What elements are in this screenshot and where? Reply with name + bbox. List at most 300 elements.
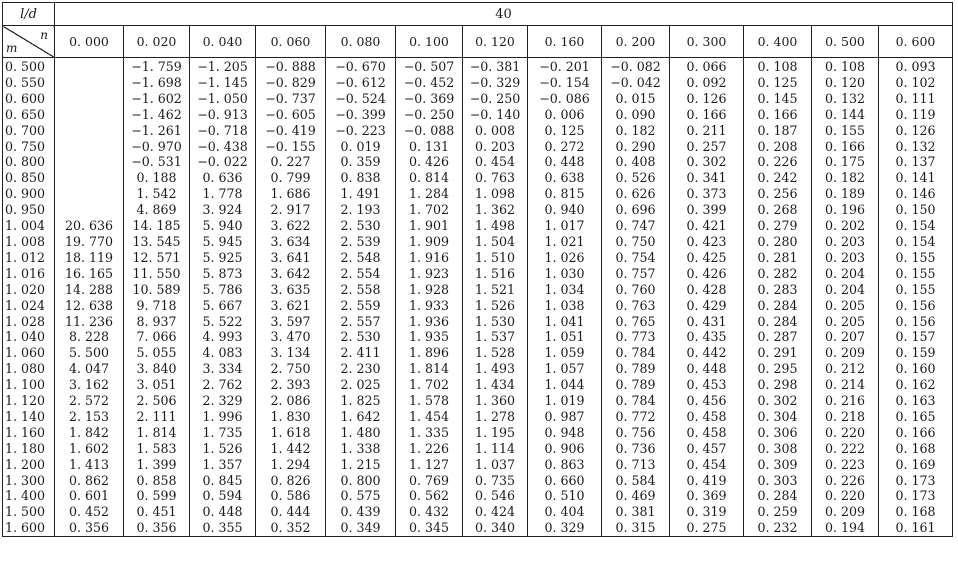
table-cell: 0. 166 xyxy=(670,107,744,123)
table-cell: 0. 204 xyxy=(812,266,879,282)
table-cell: 1. 842 xyxy=(55,425,124,441)
table-cell: 1. 278 xyxy=(463,409,528,425)
table-cell: 0. 281 xyxy=(744,250,812,266)
table-cell: 3. 622 xyxy=(256,218,326,234)
table-cell: 0. 784 xyxy=(602,345,670,361)
n-header-cell: 0. 000 xyxy=(55,26,124,58)
table-cell: 2. 530 xyxy=(326,218,396,234)
table-row xyxy=(3,123,953,139)
table-cell: 0. 309 xyxy=(744,457,812,473)
table-cell: 1. 923 xyxy=(396,266,463,282)
table-cell: 2. 762 xyxy=(190,377,256,393)
table-cell: 0. 306 xyxy=(744,425,812,441)
table-cell: 0. 120 xyxy=(812,75,879,91)
table-cell: 0. 452 xyxy=(55,504,124,520)
table-cell: 1. 493 xyxy=(463,361,528,377)
table-cell: 0. 272 xyxy=(528,139,602,155)
table-cell: −0. 718 xyxy=(190,123,256,139)
table-cell: 4. 083 xyxy=(190,345,256,361)
table-cell: −0. 250 xyxy=(463,91,528,107)
table-cell: 0. 242 xyxy=(744,170,812,186)
table-cell: 19. 770 xyxy=(55,234,124,250)
table-cell: 0. 584 xyxy=(602,473,670,489)
table-cell: 0. 155 xyxy=(879,266,953,282)
table-cell: 1. 510 xyxy=(463,250,528,266)
table-cell: 0. 090 xyxy=(602,107,670,123)
table-row xyxy=(3,139,953,155)
table-cell: −0. 888 xyxy=(256,58,326,75)
table-cell: 1. 537 xyxy=(463,329,528,345)
table-cell: 0. 161 xyxy=(879,520,953,536)
table-cell: 0. 220 xyxy=(812,488,879,504)
table-cell: 0. 756 xyxy=(602,425,670,441)
table-cell: 0. 291 xyxy=(744,345,812,361)
table-cell: 0. 765 xyxy=(602,314,670,330)
n-header-cell: 0. 500 xyxy=(812,26,879,58)
table-cell: 12. 638 xyxy=(55,298,124,314)
table-cell: 0. 815 xyxy=(528,186,602,202)
table-cell: 2. 086 xyxy=(256,393,326,409)
table-cell: 1. 602 xyxy=(55,441,124,457)
table-cell: −0. 369 xyxy=(396,91,463,107)
table-cell: −1. 145 xyxy=(190,75,256,91)
n-header-cell: 0. 200 xyxy=(602,26,670,58)
table-row xyxy=(3,314,953,330)
table-cell: 1. 195 xyxy=(463,425,528,441)
table-cell: 0. 182 xyxy=(812,170,879,186)
table-cell: 0. 713 xyxy=(602,457,670,473)
table-cell: 11. 550 xyxy=(124,266,190,282)
table-cell: 0. 763 xyxy=(602,298,670,314)
table-cell: 0. 259 xyxy=(744,504,812,520)
table-cell: 4. 993 xyxy=(190,329,256,345)
table-row xyxy=(3,393,953,409)
table-cell: 0. 454 xyxy=(463,154,528,170)
table-cell: 0. 141 xyxy=(879,170,953,186)
table-cell: 1. 454 xyxy=(396,409,463,425)
table-cell: 0. 150 xyxy=(879,202,953,218)
table-cell: 0. 146 xyxy=(879,186,953,202)
table-cell: 0. 439 xyxy=(326,504,396,520)
table-row xyxy=(3,282,953,298)
m-value-cell: 1. 400 xyxy=(3,488,55,504)
table-cell xyxy=(55,91,124,107)
table-cell: 0. 194 xyxy=(812,520,879,536)
table-cell: 1. 578 xyxy=(396,393,463,409)
table-row xyxy=(3,58,953,75)
table-cell: 5. 055 xyxy=(124,345,190,361)
table-cell: 0. 458 xyxy=(670,409,744,425)
m-value-cell: 1. 120 xyxy=(3,393,55,409)
m-value-cell: 1. 020 xyxy=(3,282,55,298)
table-cell xyxy=(55,107,124,123)
table-cell: 1. 916 xyxy=(396,250,463,266)
table-cell: 0. 426 xyxy=(396,154,463,170)
table-cell: −0. 082 xyxy=(602,58,670,75)
table-cell: 0. 156 xyxy=(879,314,953,330)
table-cell: −0. 605 xyxy=(256,107,326,123)
table-cell: 0. 132 xyxy=(879,139,953,155)
table-cell: 5. 786 xyxy=(190,282,256,298)
table-cell: 0. 421 xyxy=(670,218,744,234)
table-cell: 0. 093 xyxy=(879,58,953,75)
table-cell: 1. 335 xyxy=(396,425,463,441)
table-cell: 0. 442 xyxy=(670,345,744,361)
table-cell: 1. 521 xyxy=(463,282,528,298)
table-cell: −0. 452 xyxy=(396,75,463,91)
table-cell: 0. 444 xyxy=(256,504,326,520)
table-cell: −0. 524 xyxy=(326,91,396,107)
table-cell: 1. 825 xyxy=(326,393,396,409)
table-cell: 0. 345 xyxy=(396,520,463,536)
table-cell: 0. 599 xyxy=(124,488,190,504)
header-row-n-values xyxy=(3,26,953,58)
table-cell: 0. 757 xyxy=(602,266,670,282)
table-cell: 0. 066 xyxy=(670,58,744,75)
m-value-cell: 1. 600 xyxy=(3,520,55,536)
table-cell: 1. 051 xyxy=(528,329,602,345)
table-cell: −0. 154 xyxy=(528,75,602,91)
table-cell xyxy=(55,170,124,186)
table-cell: 2. 750 xyxy=(256,361,326,377)
table-cell: 1. 542 xyxy=(124,186,190,202)
table-cell: 0. 381 xyxy=(602,504,670,520)
table-cell: 0. 435 xyxy=(670,329,744,345)
table-cell: 0. 419 xyxy=(670,473,744,489)
table-cell: 5. 940 xyxy=(190,218,256,234)
table-cell: 5. 667 xyxy=(190,298,256,314)
table-cell: 0. 125 xyxy=(528,123,602,139)
table-cell: 0. 155 xyxy=(879,250,953,266)
table-cell: 8. 937 xyxy=(124,314,190,330)
table-cell: 1. 362 xyxy=(463,202,528,218)
table-cell: 1. 037 xyxy=(463,457,528,473)
table-cell: 0. 814 xyxy=(396,170,463,186)
table-cell: 0. 457 xyxy=(670,441,744,457)
table-cell: 0. 283 xyxy=(744,282,812,298)
table-cell: 0. 862 xyxy=(55,473,124,489)
table-cell: 0. 102 xyxy=(879,75,953,91)
table-cell: 20. 636 xyxy=(55,218,124,234)
table-cell: 1. 516 xyxy=(463,266,528,282)
table-cell: 1. 830 xyxy=(256,409,326,425)
table-cell: 1. 935 xyxy=(396,329,463,345)
m-value-cell: 0. 750 xyxy=(3,139,55,155)
table-row xyxy=(3,186,953,202)
table-cell: 0. 203 xyxy=(812,250,879,266)
table-cell: 1. 491 xyxy=(326,186,396,202)
m-value-cell: 0. 900 xyxy=(3,186,55,202)
table-row xyxy=(3,488,953,504)
m-value-cell: 1. 080 xyxy=(3,361,55,377)
table-row xyxy=(3,345,953,361)
table-cell: 1. 686 xyxy=(256,186,326,202)
table-cell: 0. 772 xyxy=(602,409,670,425)
table-cell: 2. 111 xyxy=(124,409,190,425)
table-cell: 0. 108 xyxy=(744,58,812,75)
table-cell: 0. 948 xyxy=(528,425,602,441)
table-cell: 0. 182 xyxy=(602,123,670,139)
table-cell: 0. 356 xyxy=(55,520,124,536)
table-cell: 2. 572 xyxy=(55,393,124,409)
table-cell: 0. 736 xyxy=(602,441,670,457)
n-header-cell: 0. 040 xyxy=(190,26,256,58)
table-cell: 2. 548 xyxy=(326,250,396,266)
table-cell: 0. 424 xyxy=(463,504,528,520)
table-cell: 0. 268 xyxy=(744,202,812,218)
table-cell: 0. 019 xyxy=(326,139,396,155)
table-cell: −0. 419 xyxy=(256,123,326,139)
table-cell: 3. 162 xyxy=(55,377,124,393)
table-cell: 0. 303 xyxy=(744,473,812,489)
table-cell: 0. 858 xyxy=(124,473,190,489)
table-body xyxy=(3,58,953,537)
table-cell: 16. 165 xyxy=(55,266,124,282)
table-cell: 0. 163 xyxy=(879,393,953,409)
table-cell: 1. 127 xyxy=(396,457,463,473)
m-value-cell: 1. 012 xyxy=(3,250,55,266)
table-cell: 1. 030 xyxy=(528,266,602,282)
table-cell: 1. 778 xyxy=(190,186,256,202)
table-cell: 3. 840 xyxy=(124,361,190,377)
table-cell: 3. 134 xyxy=(256,345,326,361)
table-cell: 0. 284 xyxy=(744,298,812,314)
table-cell: −0. 155 xyxy=(256,139,326,155)
table-cell: 1. 530 xyxy=(463,314,528,330)
table-cell: 0. 209 xyxy=(812,504,879,520)
table-cell: 0. 204 xyxy=(812,282,879,298)
table-cell: 0. 510 xyxy=(528,488,602,504)
table-cell: 0. 154 xyxy=(879,234,953,250)
table-cell xyxy=(55,123,124,139)
table-cell: 1. 338 xyxy=(326,441,396,457)
table-cell: 0. 404 xyxy=(528,504,602,520)
table-cell: 0. 308 xyxy=(744,441,812,457)
table-cell: 1. 057 xyxy=(528,361,602,377)
n-header-cell: 0. 100 xyxy=(396,26,463,58)
table-cell: 0. 092 xyxy=(670,75,744,91)
table-cell: 0. 211 xyxy=(670,123,744,139)
table-cell: 0. 784 xyxy=(602,393,670,409)
table-cell: 1. 399 xyxy=(124,457,190,473)
table-row xyxy=(3,504,953,520)
table-cell: 3. 635 xyxy=(256,282,326,298)
m-value-cell: 1. 160 xyxy=(3,425,55,441)
n-header-cell: 0. 400 xyxy=(744,26,812,58)
table-cell: −0. 531 xyxy=(124,154,190,170)
table-cell: 0. 279 xyxy=(744,218,812,234)
table-cell: 2. 559 xyxy=(326,298,396,314)
table-cell: 0. 426 xyxy=(670,266,744,282)
table-cell: 0. 165 xyxy=(879,409,953,425)
table-cell: 3. 924 xyxy=(190,202,256,218)
table-cell: 0. 838 xyxy=(326,170,396,186)
table-cell: 1. 526 xyxy=(463,298,528,314)
table-cell: 0. 369 xyxy=(670,488,744,504)
table-cell: 0. 526 xyxy=(602,170,670,186)
table-cell: 0. 173 xyxy=(879,488,953,504)
table-cell: 1. 114 xyxy=(463,441,528,457)
table-cell: 0. 987 xyxy=(528,409,602,425)
table-cell: 3. 641 xyxy=(256,250,326,266)
table-cell: 1. 226 xyxy=(396,441,463,457)
table-cell: 0. 169 xyxy=(879,457,953,473)
table-cell xyxy=(55,139,124,155)
table-cell: 1. 526 xyxy=(190,441,256,457)
table-cell: −0. 399 xyxy=(326,107,396,123)
table-cell: 0. 126 xyxy=(670,91,744,107)
table-cell: −0. 829 xyxy=(256,75,326,91)
table-cell: 0. 282 xyxy=(744,266,812,282)
table-cell: 0. 638 xyxy=(528,170,602,186)
table-cell: 0. 789 xyxy=(602,361,670,377)
table-cell: 0. 456 xyxy=(670,393,744,409)
table-cell: 5. 522 xyxy=(190,314,256,330)
table-cell: 0. 458 xyxy=(670,425,744,441)
table-cell: 0. 008 xyxy=(463,123,528,139)
table-row xyxy=(3,425,953,441)
table-cell: 0. 789 xyxy=(602,377,670,393)
table-row xyxy=(3,218,953,234)
table-cell: 0. 232 xyxy=(744,520,812,536)
table-cell: 0. 586 xyxy=(256,488,326,504)
table-cell: −0. 970 xyxy=(124,139,190,155)
table-cell: 2. 329 xyxy=(190,393,256,409)
table-cell: 0. 160 xyxy=(879,361,953,377)
table-row xyxy=(3,234,953,250)
table-cell: −0. 612 xyxy=(326,75,396,91)
table-cell: 3. 597 xyxy=(256,314,326,330)
table-cell: 0. 575 xyxy=(326,488,396,504)
m-value-cell: 1. 004 xyxy=(3,218,55,234)
corner-m-label: m xyxy=(6,41,18,55)
table-row xyxy=(3,441,953,457)
table-cell: 0. 735 xyxy=(463,473,528,489)
table-cell: 0. 754 xyxy=(602,250,670,266)
table-cell: 0. 207 xyxy=(812,329,879,345)
table-cell: 0. 448 xyxy=(670,361,744,377)
m-value-cell: 1. 180 xyxy=(3,441,55,457)
table-cell: 1. 702 xyxy=(396,377,463,393)
table-cell: −0. 329 xyxy=(463,75,528,91)
table-cell: 0. 800 xyxy=(326,473,396,489)
n-header-cell: 0. 160 xyxy=(528,26,602,58)
table-cell: 1. 284 xyxy=(396,186,463,202)
table-cell: 0. 940 xyxy=(528,202,602,218)
table-cell: −0. 250 xyxy=(396,107,463,123)
table-cell: 10. 589 xyxy=(124,282,190,298)
table-cell: −1. 261 xyxy=(124,123,190,139)
corner-ld-label: l/d xyxy=(3,3,55,26)
table-cell: 0. 763 xyxy=(463,170,528,186)
m-value-cell: 1. 040 xyxy=(3,329,55,345)
table-cell: −1. 759 xyxy=(124,58,190,75)
table-cell: 1. 026 xyxy=(528,250,602,266)
table-cell: 1. 702 xyxy=(396,202,463,218)
table-row xyxy=(3,520,953,536)
table-row xyxy=(3,377,953,393)
table-cell: 0. 747 xyxy=(602,218,670,234)
table-cell: 0. 696 xyxy=(602,202,670,218)
table-cell: 0. 352 xyxy=(256,520,326,536)
table-cell: 8. 228 xyxy=(55,329,124,345)
table-cell: 3. 642 xyxy=(256,266,326,282)
m-value-cell: 0. 700 xyxy=(3,123,55,139)
table-cell: −0. 223 xyxy=(326,123,396,139)
table-cell: 0. 222 xyxy=(812,441,879,457)
table-cell: 0. 448 xyxy=(190,504,256,520)
table-cell: 0. 155 xyxy=(879,282,953,298)
table-cell: 0. 131 xyxy=(396,139,463,155)
table-cell: 0. 359 xyxy=(326,154,396,170)
table-cell: 1. 294 xyxy=(256,457,326,473)
table-cell: 0. 226 xyxy=(744,154,812,170)
table-cell: 1. 928 xyxy=(396,282,463,298)
table-cell: −0. 913 xyxy=(190,107,256,123)
table-cell: 0. 144 xyxy=(812,107,879,123)
table-cell: 0. 429 xyxy=(670,298,744,314)
table-row xyxy=(3,170,953,186)
table-cell: 1. 936 xyxy=(396,314,463,330)
table-cell: 0. 626 xyxy=(602,186,670,202)
table-cell: 2. 193 xyxy=(326,202,396,218)
table-cell: 0. 015 xyxy=(602,91,670,107)
table-cell xyxy=(55,186,124,202)
table-cell: 0. 773 xyxy=(602,329,670,345)
table-cell: 3. 051 xyxy=(124,377,190,393)
table-cell: −0. 022 xyxy=(190,154,256,170)
table-cell: 1. 034 xyxy=(528,282,602,298)
table-cell: 0. 257 xyxy=(670,139,744,155)
table-cell: 1. 814 xyxy=(124,425,190,441)
table-cell: 0. 356 xyxy=(124,520,190,536)
table-cell: 0. 256 xyxy=(744,186,812,202)
table-row xyxy=(3,202,953,218)
table-cell: 0. 111 xyxy=(879,91,953,107)
table-cell: 0. 205 xyxy=(812,314,879,330)
table-cell: 5. 945 xyxy=(190,234,256,250)
table-row xyxy=(3,298,953,314)
n-header-cell: 0. 300 xyxy=(670,26,744,58)
table-cell: 1. 642 xyxy=(326,409,396,425)
table-cell: 2. 554 xyxy=(326,266,396,282)
table-cell: 0. 214 xyxy=(812,377,879,393)
table-cell: 0. 166 xyxy=(812,139,879,155)
table-cell: 0. 218 xyxy=(812,409,879,425)
table-cell: 0. 863 xyxy=(528,457,602,473)
table-cell: 0. 203 xyxy=(463,139,528,155)
table-cell: 0. 373 xyxy=(670,186,744,202)
table-cell: 1. 059 xyxy=(528,345,602,361)
table-cell: 0. 137 xyxy=(879,154,953,170)
table-cell: 0. 188 xyxy=(124,170,190,186)
table-cell: 13. 545 xyxy=(124,234,190,250)
table-cell: 2. 230 xyxy=(326,361,396,377)
table-cell: 0. 290 xyxy=(602,139,670,155)
m-value-cell: 0. 550 xyxy=(3,75,55,91)
table-cell: 5. 925 xyxy=(190,250,256,266)
coefficient-table xyxy=(2,2,953,537)
table-cell: 1. 996 xyxy=(190,409,256,425)
corner-diagonal-cell xyxy=(3,26,55,58)
table-cell: 0. 226 xyxy=(812,473,879,489)
table-cell: 0. 799 xyxy=(256,170,326,186)
table-cell: 0. 006 xyxy=(528,107,602,123)
table-cell: 0. 166 xyxy=(879,425,953,441)
table-cell: 1. 442 xyxy=(256,441,326,457)
table-cell: 0. 173 xyxy=(879,473,953,489)
m-value-cell: 1. 300 xyxy=(3,473,55,489)
